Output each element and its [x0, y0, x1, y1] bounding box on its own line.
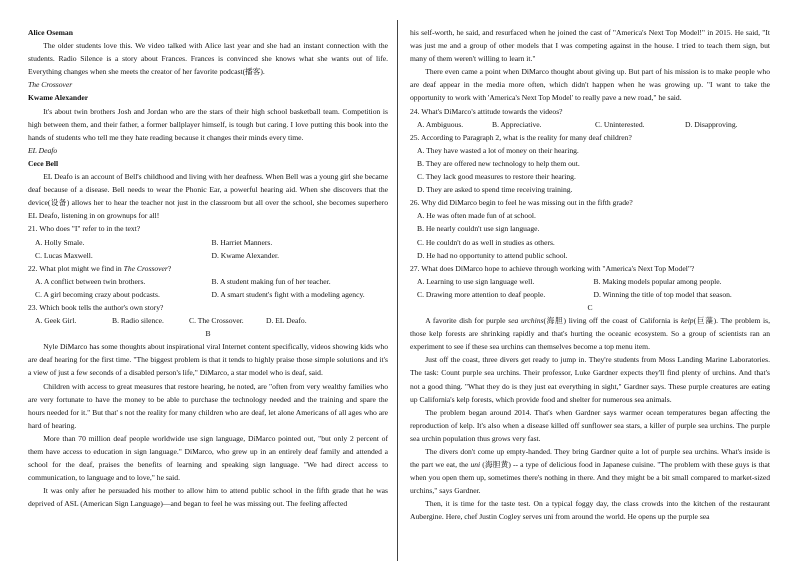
- option-22-c: C. A girl becoming crazy about podcasts.: [35, 289, 160, 299]
- option-26-c: C. He couldn't do as well in studies as others.: [417, 237, 555, 247]
- question-24-options: [410, 118, 770, 131]
- option-22-b: B. A student making fun of her teacher.: [211, 276, 331, 286]
- author-name-alexander: Kwame Alexander: [28, 93, 89, 103]
- question-21: 21. Who does "I" refer to in the text?: [28, 224, 141, 234]
- option-27-b: B. Making models popular among people.: [593, 276, 722, 286]
- option-26-b: B. He nearly couldn't use sign language.: [417, 224, 540, 234]
- option-24-b: B. Appreciative.: [492, 119, 542, 129]
- section-heading-c: C: [587, 302, 593, 312]
- question-21-options-row2: [28, 249, 388, 262]
- question-27-options-row2: [410, 288, 770, 301]
- paragraph-c-4: The divers don't come up empty-handed. They bring Gardner quite a lot of purple sea urchins. What's inside is the part we eat, the uni (海胆黄) -- a type of delicious food in Japanese cuisine. "The problem with these guys is that when you open them up, sometimes there's nothing in there. And they might be a bit small compared to market-sized urchins," says Gardner.: [410, 447, 770, 496]
- option-25-a: A. They have wasted a lot of money on their hearing.: [417, 145, 579, 155]
- option-25-b: B. They are offered new technology to help them out.: [417, 158, 580, 168]
- option-21-b: B. Harriet Manners.: [211, 237, 273, 247]
- paragraph-c-2: Just off the coast, three divers get ready to jump in. They're students from Moss Landing Marine Laboratories. The task: Count purple sea urchins. Their professor, Luke Gardner expects they'll find plenty of urchins. And that's not a good thing. "What they do is they just eat everything in sight," Gardner says. These purple creatures are eating up California's kelp forests, which provide food and shelter for numerous sea animals.: [410, 355, 770, 404]
- author-name-oseman: Alice Oseman: [28, 28, 73, 37]
- paragraph-b-4: It was only after he persuaded his mother to allow him to attend public school in the fifth grade that he was deprived of ASL (American Sign Language)—and began to feel he was missing out. The feeling affected: [28, 486, 388, 509]
- question-22: 22. What plot might we find in The Crossover?: [28, 263, 172, 273]
- question-24: 24. What's DiMarco's attitude towards the videos?: [410, 106, 563, 116]
- option-24-c: C. Uninterested.: [595, 119, 645, 129]
- paragraph-b-3: More than 70 million deaf people worldwide use sign language, DiMarco pointed out, "but only 2 percent of them have access to education in sign language." DiMarco, who grew up in an entirely deaf family and attended a school for the deaf, praises the benefits of learning and speaking sign language. "We had direct access to communication, to language and to love," he said.: [28, 433, 388, 483]
- paragraph-c-5: Then, it is time for the taste test. On a typical foggy day, the class crowds into the kitchen of the restaurant Aubergine. Here, chef Justin Cogley serves uni from around the world. He opens up the purple sea: [410, 499, 770, 522]
- option-21-a: A. Holly Smale.: [35, 237, 85, 247]
- right-column: [410, 26, 770, 524]
- paragraph-b-2: Children with access to great measures that restore hearing, he noted, are "often from very wealthy families who are very fortunate to have the money to be able to purchase the technology needed and the training and spare the hours needed for it." But that' s not the reality for many children who are deaf, let alone Americans of all ages who are hard of hearing.: [28, 381, 388, 430]
- paragraph-radio-silence: The older students love this. We video talked with Alice last year and she had an instant connection with the students. Radio Silence is a story about Frances. Frances is convinced she knows what she wants out of life. Everything changes when she meets the creator of her favorite podcast(播客).: [28, 41, 388, 77]
- option-21-d: D. Kwame Alexander.: [211, 250, 279, 260]
- option-22-a: A. A conflict between twin brothers.: [35, 276, 146, 286]
- book-title-el-deafo: EL Deafo: [28, 145, 58, 155]
- question-21-options-row1: [28, 236, 388, 249]
- paragraph-el-deafo: EL Deafo is an account of Bell's childhood and living with her deafness. When Bell was a young girl she became deaf because of a disease. Bell needs to wear the Phonic Ear, a powerful hearing aid. When she discovers that the device(设备) allows her to hear the teacher not just in the classroom but all over the school, she becomes superhero EL Deafo, listening in on grownups for all!: [28, 172, 388, 221]
- column-divider: [397, 20, 398, 561]
- option-26-a: A. He was often made fun of at school.: [417, 211, 536, 221]
- question-22-options-row2: [28, 288, 388, 301]
- option-27-a: A. Learning to use sign language well.: [417, 276, 535, 286]
- option-24-a: A. Ambiguous.: [417, 119, 464, 129]
- option-26-d: D. He had no opportunity to attend public school.: [417, 250, 568, 260]
- paragraph-b-4-continued: his self-worth, he said, and resurfaced when he joined the cast of "America's Next Top Model!" in 2015. He said, "It was just me and a group of other models that I was competing against in the house. I tried to teach them sign, but many of them weren't willing to learn it.": [410, 28, 770, 64]
- option-27-c: C. Drawing more attention to deaf people.: [417, 289, 546, 299]
- paragraph-c-1: A favorite dish for purple sea urchins(海胆) living off the coast of California is kelp(巨藻). The problem is, those kelp forests are shrinking rapidly and that's hurting the oceanic ecosystem. So a group of scientists ran an experiment to see if these sea urchins can themselves become a top menu item.: [410, 316, 770, 352]
- paragraph-crossover: It's about twin brothers Josh and Jordan who are the stars of their high school basketball team. Competition is high between them, and their father, a former ballplayer himself, is tough but caring. I love putting this book into the hands of students who tell me they hate reading because it changes their minds every time.: [28, 106, 388, 142]
- section-heading-b: B: [205, 329, 211, 339]
- question-23-options: [28, 314, 388, 327]
- question-26: 26. Why did DiMarco begin to feel he was missing out in the fifth grade?: [410, 198, 633, 208]
- option-27-d: D. Winning the title of top model that season.: [593, 289, 732, 299]
- option-23-a: A. Geek Girl.: [35, 316, 77, 326]
- option-23-d: D. EL Deafo.: [266, 316, 307, 326]
- option-25-c: C. They lack good measures to restore their hearing.: [417, 172, 576, 182]
- paragraph-c-3: The problem began around 2014. That's when Gardner says warmer ocean temperatures began affecting the reproduction of kelp. It's also when a disease killed off sunflower sea stars, a killer of purple sea urchins. The purple sea urchin population thus grows very fast.: [410, 407, 770, 443]
- question-22-options-row1: [28, 275, 388, 288]
- left-column: [28, 26, 388, 510]
- option-25-d: D. They are asked to spend time receiving training.: [417, 185, 573, 195]
- paragraph-b-5: There even came a point when DiMarco thought about giving up. But part of his mission is to make people who are deaf appear in the media more often, which didn't happen when he was growing up. "I want to take the opportunity to work with 'America's Next Top Model' to really pave a new road," he said.: [410, 67, 770, 103]
- option-23-c: C. The Crossover.: [189, 316, 244, 326]
- question-25: 25. According to Paragraph 2, what is the reality for many deaf children?: [410, 132, 632, 142]
- option-23-b: B. Radio silence.: [112, 316, 164, 326]
- question-27: 27. What does DiMarco hope to achieve through working with "America's Next Top Model"?: [410, 263, 695, 273]
- question-27-options-row1: [410, 275, 770, 288]
- option-22-d: D. A smart student's fight with a modeling agency.: [211, 289, 365, 299]
- author-name-bell: Cece Bell: [28, 158, 59, 168]
- book-title-crossover: The Crossover: [28, 80, 73, 90]
- option-21-c: C. Lucas Maxwell.: [35, 250, 93, 260]
- option-24-d: D. Disapproving.: [685, 119, 738, 129]
- paragraph-b-1: Nyle DiMarco has some thoughts about inspirational viral Internet content specifically, videos showing kids who are deaf hearing for the first time. "The biggest problem is that it tends to highly praise those simple solutions and it's a view of just a few seconds of a disabled person's life," DiMarco, a star model who is deaf, said.: [28, 342, 388, 378]
- question-23: 23. Which book tells the author's own story?: [28, 302, 164, 312]
